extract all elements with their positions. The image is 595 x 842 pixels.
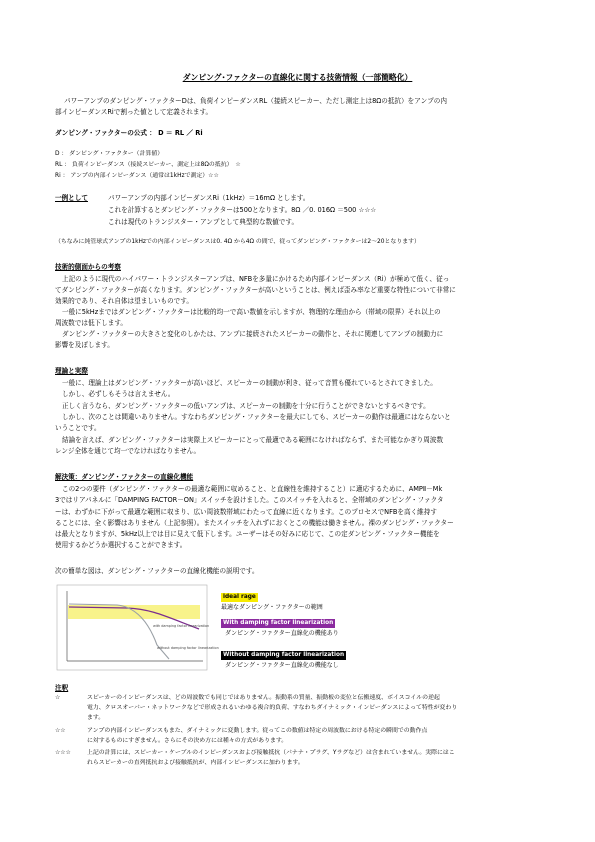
example-label: 一例として [55,194,88,202]
figure-intro: 次の簡単な図は、ダンピング・ファクターの直線化機能の説明です。 [55,567,259,575]
tech-line: 上記のように現代のハイパワー・トランジスターアンプは、NFBを多量にかけるため内部インピーダンス（Ri）が極めて低く、従っ [62,275,450,283]
inline-label-without: without damping factor linearization [157,646,219,650]
tech-line: ダンピング・ファクターの大きさと変化のしかたは、アンプに接続されたスピーカーの動作と、それに関連してアンプの制動力に [62,330,444,338]
legend-text-without: ダンピング・ファクター直線化の機能なし [225,662,339,669]
legend-text-with: ダンピング・ファクター直線化の機能あり [225,630,339,637]
legend-tag-without: Without damping factor linearization [223,652,345,658]
legend-tag-ideal: ideal rage [223,594,256,600]
note-line: 電力、クロスオーバー・ネットワークなどで形成されるいわゆる複合的負荷、すなわちダイナミック・インピーダンスによって特性が変わり [87,705,458,711]
note-mark: ☆☆ [55,728,66,734]
solution-line: ーは、わずかに下がって最適な範囲に収まり、広い周波数帯域にわたって直線に近くなります。このプロセスでNFBを高く維持す [55,508,437,516]
solution-line: この2つの要件（ダンピング・ファクターの最適な範囲に収めること、と直線性を維持すること）に適応するために、AMPⅡ－Mk [62,485,443,493]
tube-amp-note: （ちなみに純管球式アンプの1kHzでの内部インピーダンスは0. 4Ω から4Ω の間で、従ってダンピング・ファクターは2～20となります） [55,239,420,245]
note-line: アンプの内部インピーダンスもまた、ダイナミックに変動します。従ってこの数値は特定の周波数における特定の瞬間での動作点 [87,728,428,734]
section-heading-theory: 理論と実際 [55,367,88,375]
note-mark: ☆☆☆ [55,750,71,756]
section-heading-solution: 解決策：ダンピング・ファクターの直線化機能 [55,473,194,481]
example-line: パワーアンプの内部インピーダンスRi（1kHz）＝16mΩ とします。 [108,194,310,202]
note-line: に対するものにすぎません。さらにその決め方には種々の方式があります。 [87,738,288,744]
note-line: スピーカーのインピーダンスは、どの周波数でも同じではありません。振動系の質量、振動板の変位と伝搬速度、ボイスコイルの逆起 [87,695,440,701]
tech-line: 効果的であり、それ自体は望ましいものです。 [55,297,193,305]
note-line: 上記の計算には、スピーカー・ケーブルのインピーダンスおよび接触抵抗（バナナ・プラグ、Yラグなど）は含まれていません。実際にはこ [87,750,455,756]
theory-line: 結論を言えば、ダンピング・ファクターは実際上スピーカーにとって最適である範囲になければならず、また可能なかぎり周波数 [62,436,444,444]
definition-rl: RL ： 負荷インピーダンス（接続スピーカー、測定上は8Ωの抵抗） ☆ [55,162,241,168]
note-mark: ☆ [55,695,61,701]
definition-ri: Ri ： アンプの内部インピーダンス（通常は1kHzで測定）☆☆ [55,173,219,179]
example-line: これを計算するとダンピング・ファクターは500となります。8Ω ／0. 016Ω ＝500 ☆☆☆ [108,206,377,214]
solution-line: 使用するかどうか選択することができます。 [55,541,187,549]
section-heading-tech: 技術的側面からの考察 [55,263,121,271]
tech-line: てダンピング・ファクターが高くなります。ダンピング・ファクターが高いということは、例えば歪み率など重要な特性について非常に [55,286,456,294]
solution-line: は最大となりますが、5kHz以上では目に見えて低下します。ユーザーはその好みに応じて、この定ダンピング・ファクター機能を [55,530,440,538]
inline-label-with: with damping factor linearization [153,624,210,628]
solution-line: ることには、全く影響はありません（上記参照）。またスイッチを入れずにおくとこの機能は働きません。裸のダンピング・ファクター [55,519,454,527]
intro-line: 部インピーダンスRiで割った値として定義されます。 [55,108,213,116]
theory-line: いうことです。 [55,424,101,432]
theory-line: レンジ全体を通じて均一でなければなりません。 [55,447,201,455]
theory-line: 正しく言うなら、ダンピング・ファクターの低いアンプは、スピーカーの制動を十分に行うことができないとするべきです。 [62,402,430,410]
theory-line: 一般に、理論上はダンピング・ファクターが高いほど、スピーカーの制動が利き、従って音質も優れているとされてきました。 [62,379,437,387]
tech-line: 影響を及ぼします。 [55,341,114,349]
note-line: ます。 [87,715,105,721]
damping-factor-chart [57,585,219,670]
page-title: ダンピング･ファクターの直線化に関する技術情報（一部簡略化） [182,73,413,82]
note-line: れらスピーカーの直列抵抗および接触抵抗が、内部インピーダンスに加わります。 [87,760,304,766]
theory-line: しかし、次のことは間違いありません。すなわちダンピング・ファクターを最大にしても、スピーカーの動作は最適にはならないと [62,413,451,421]
definition-d: D ： ダンピング・ファクター（計算値） [55,151,164,157]
example-line: これは現代のトランジスター・アンプとして典型的な数値です。 [108,218,299,226]
legend-text-ideal: 最適なダンピング・ファクターの範囲 [221,604,323,611]
theory-line: しかし、必ずしもそうは言えません。 [62,390,175,398]
notes-heading: 注釈 [55,684,69,692]
tech-line: 周波数では低下します。 [55,319,128,327]
formula: ダンピング・ファクターの公式 ： D ＝ RL ／ Ri [55,129,203,137]
solution-line: 3ではリアパネルに「DAMPING FACTOR－ON」スイッチを設けました。このスイッチを入れると、全帯域のダンピング・ファクタ [55,496,444,504]
tech-line: 一般に5kHzまではダンピング・ファクターは比較的均一で高い数値を示しますが、物理的な理由から（帯域の限界）それ以上の [62,308,441,316]
legend-tag-with: With damping factor linearization [223,620,334,626]
intro-line: パワーアンプのダンピング・ファクターDは、負荷インピーダンスRL（接続スピーカー、ただし測定上は8Ωの抵抗）をアンプの内 [64,97,447,105]
